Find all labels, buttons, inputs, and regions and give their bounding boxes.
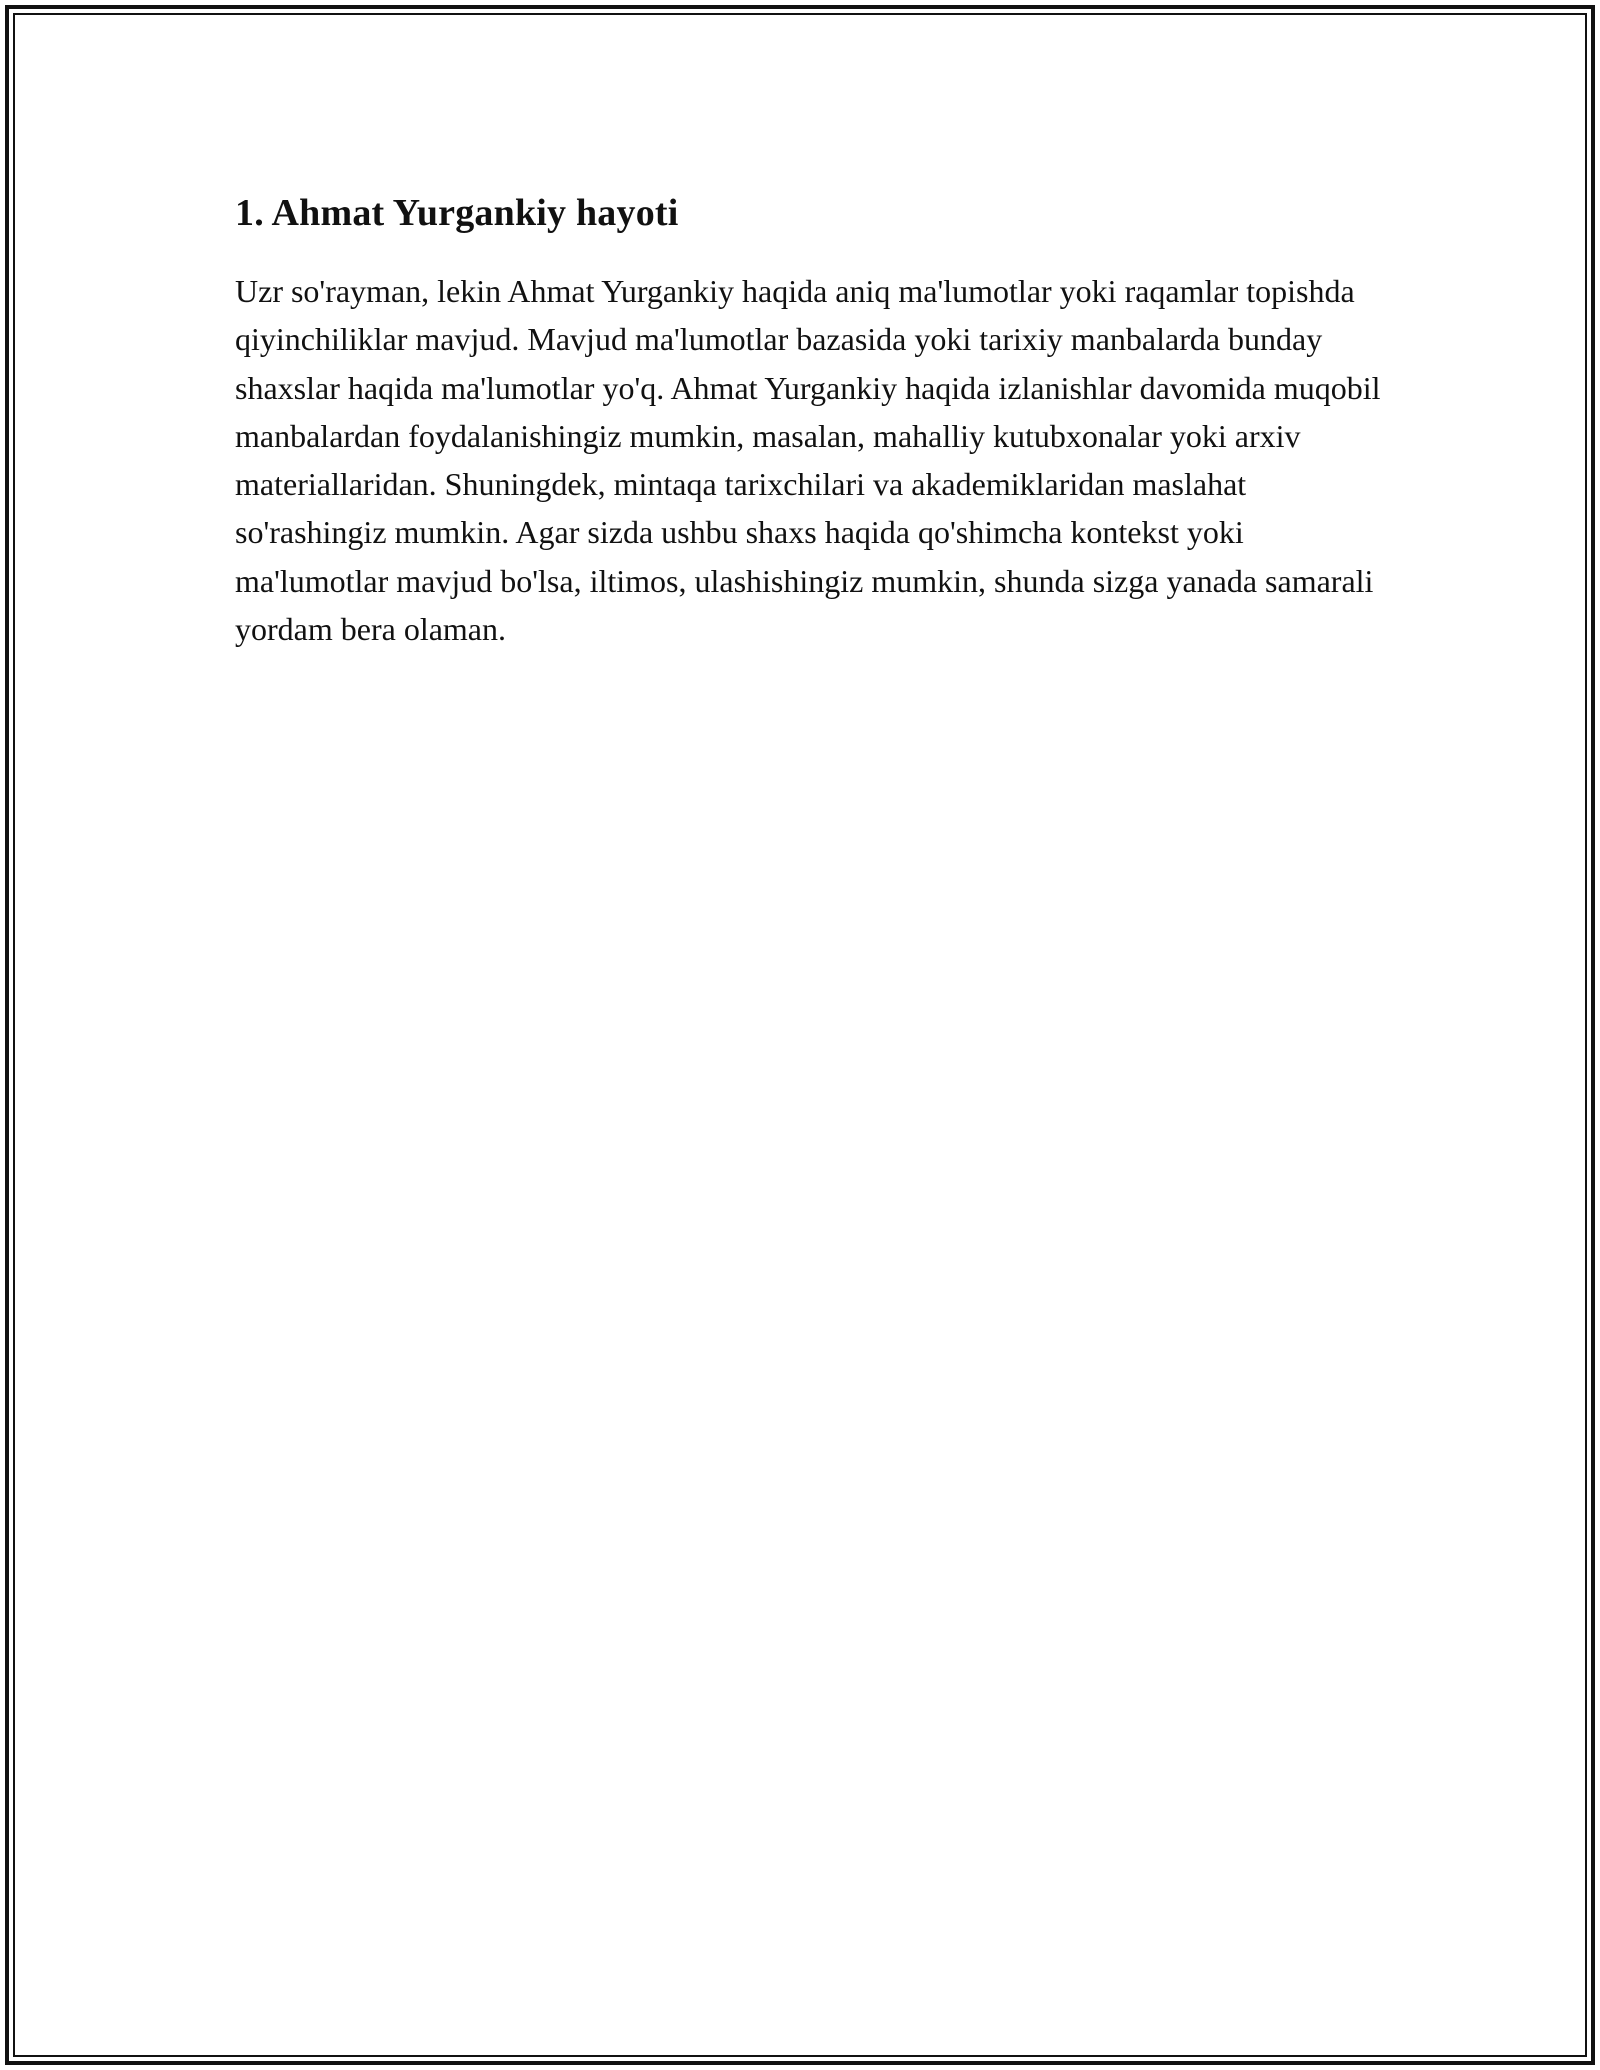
body-paragraph: Uzr so'rayman, lekin Ahmat Yurgankiy haqida aniq ma'lumotlar yoki raqamlar topishda qiyinchiliklar mavjud. Mavjud ma'lumotlar bazasida yoki tarixiy manbalarda bunday shaxslar haqida ma'lumotlar yo'q. Ahmat Yurgankiy haqida izlanishlar davomida muqobil manbalardan foydalanishingiz mumkin, masalan, mahalliy kutubxonalar yoki arxiv materiallaridan. Shuningdek, mintaqa tarixchilari va akademiklaridan maslahat so'rashingiz mumkin. Agar sizda ushbu shaxs haqida qo'shimcha kontekst yoki ma'lumotlar mavjud bo'lsa, iltimos, ulashishingiz mumkin, shunda sizga yanada samarali yordam bera olaman. bbox=[235, 273, 1381, 648]
document-content bbox=[235, 185, 1381, 653]
section-title: 1. Ahmat Yurgankiy hayoti bbox=[235, 192, 679, 234]
